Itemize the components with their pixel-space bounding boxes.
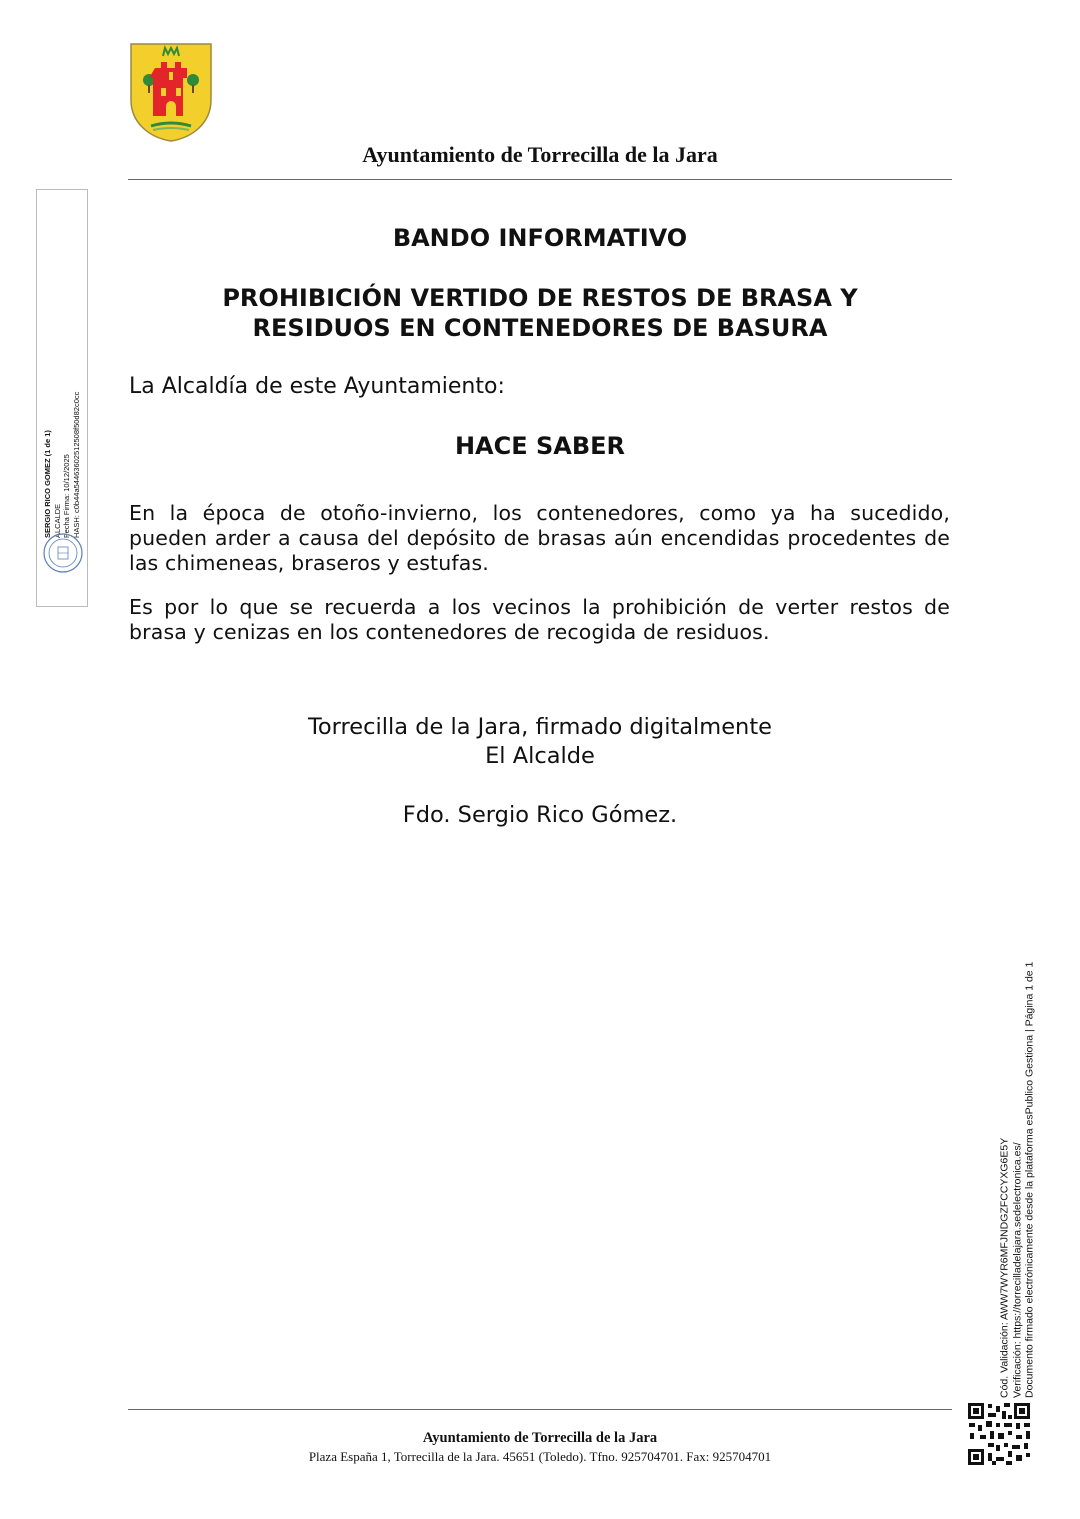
document-heading: BANDO INFORMATIVO — [392, 224, 688, 252]
header-divider — [128, 179, 952, 180]
qr-code-icon — [966, 1401, 1032, 1467]
validation-code: Cód. Validación: AWW7WYR6MFJNDGZFCCYXG6E5Y — [998, 1137, 1011, 1398]
document-intro: La Alcaldía de este Ayuntamiento: — [129, 374, 505, 399]
signature-title: El Alcalde — [485, 743, 595, 769]
signature-signer: SERGIO RICO GOMEZ (1 de 1) — [43, 430, 52, 538]
signature-place: Torrecilla de la Jara, firmado digitalmente — [308, 714, 772, 740]
footer-divider — [128, 1409, 952, 1410]
header-organization-name: Ayuntamiento de Torrecilla de la Jara — [362, 142, 718, 167]
signature-stamp-text — [43, 198, 81, 538]
document-subject-line-2: RESIDUOS EN CONTENEDORES DE BASURA — [252, 314, 828, 342]
document-announce: HACE SABER — [454, 432, 626, 460]
signature-name: Fdo. Sergio Rico Gómez. — [402, 802, 678, 828]
signature-stamp — [36, 189, 88, 607]
signature-role: ALCALDE — [52, 503, 62, 538]
official-seal-icon — [42, 532, 84, 574]
signature-hash: HASH: c0b44a54463602512508f50d82c0cc — [71, 391, 81, 538]
document-paragraph-1: En la época de otoño-invierno, los contenedores, como ya ha sucedido, pueden arder a causa del depósito de brasas aún encendidas procedentes de las chimeneas, braseros y estufas. — [129, 501, 950, 575]
municipal-crest — [129, 42, 213, 142]
validation-block — [998, 938, 1036, 1398]
validation-platform: Documento firmado electrónicamente desde la plataforma esPublico Gestiona | Página 1 de 1 — [1023, 961, 1036, 1398]
document-paragraph-2: Es por lo que se recuerda a los vecinos la prohibición de verter restos de brasa y cenizas en los contenedores de recogida de residuos. — [129, 595, 950, 644]
document-subject-line-1: PROHIBICIÓN VERTIDO DE RESTOS DE BRASA Y — [222, 284, 858, 312]
validation-url: Verificación: https://torrecilladelajara.sedelectronica.es/ — [1010, 1142, 1023, 1398]
footer-organization-name: Ayuntamiento de Torrecilla de la Jara — [422, 1430, 658, 1446]
signature-date: Fecha Firma: 10/12/2025 — [62, 454, 71, 538]
footer-address: Plaza España 1, Torrecilla de la Jara. 45651 (Toledo). Tfno. 925704701. Fax: 925704701 — [308, 1449, 772, 1464]
